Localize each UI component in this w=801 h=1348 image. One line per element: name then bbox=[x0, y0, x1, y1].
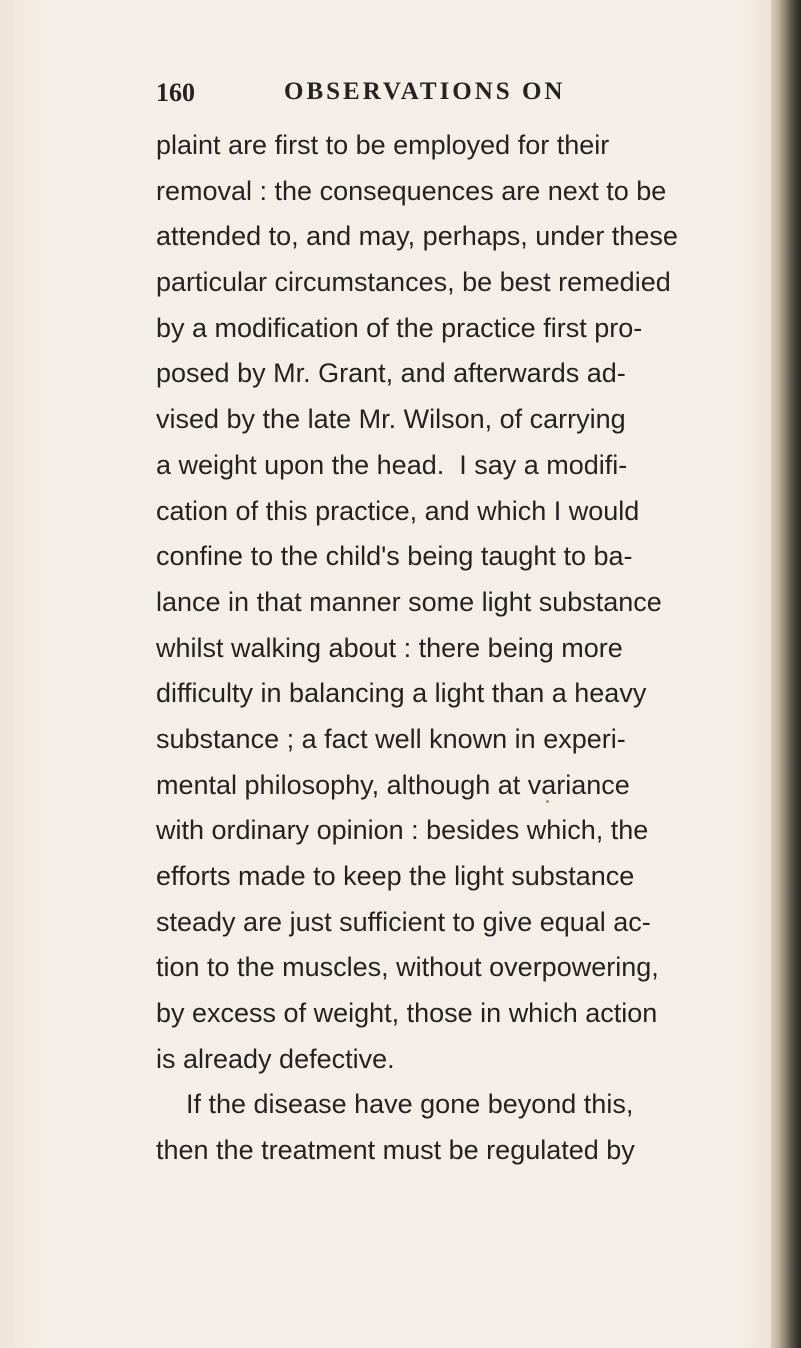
text-line: by a modification of the practice first pro- bbox=[156, 312, 643, 343]
page-binding-edge bbox=[771, 0, 801, 1348]
text-line: confine to the child's being taught to ba- bbox=[156, 541, 633, 572]
page-header bbox=[156, 78, 716, 118]
text-line: whilst walking about : there being more bbox=[156, 632, 623, 663]
text-line: vised by the late Mr. Wilson, of carrying bbox=[156, 404, 626, 435]
text-line: efforts made to keep the light substance bbox=[156, 861, 635, 891]
text-line: by excess of weight, those in which action bbox=[156, 998, 658, 1029]
text-line: steady are just sufficient to give equal ac- bbox=[156, 906, 651, 937]
paragraph-start-line: If the disease have gone beyond this, bbox=[156, 1089, 634, 1120]
text-line: difficulty in balancing a light than a heavy bbox=[156, 678, 647, 709]
text-line: attended to, and may, perhaps, under these bbox=[156, 221, 678, 252]
text-line: with ordinary opinion : besides which, the bbox=[156, 815, 649, 846]
body-text bbox=[156, 123, 716, 1174]
text-line: tion to the muscles, without overpowering, bbox=[156, 952, 659, 983]
page-number: 160 bbox=[156, 78, 195, 107]
text-line: is already defective. bbox=[156, 1043, 395, 1074]
running-title: OBSERVATIONS ON bbox=[284, 78, 566, 105]
ink-speck bbox=[546, 800, 549, 803]
text-line: cation of this practice, and which I would bbox=[156, 495, 640, 526]
text-line: lance in that manner some light substance bbox=[156, 586, 662, 617]
text-line: then the treatment must be regulated by bbox=[156, 1135, 635, 1166]
text-line: particular circumstances, be best remedied bbox=[156, 267, 671, 298]
text-line: removal : the consequences are next to be bbox=[156, 175, 667, 206]
text-line: plaint are first to be employed for their bbox=[156, 130, 610, 160]
text-line: a weight upon the head. I say a modifi- bbox=[156, 449, 628, 480]
text-line: substance ; a fact well known in experi- bbox=[156, 723, 626, 754]
text-line: mental philosophy, although at variance bbox=[156, 769, 630, 800]
text-line: posed by Mr. Grant, and afterwards ad- bbox=[156, 358, 626, 389]
